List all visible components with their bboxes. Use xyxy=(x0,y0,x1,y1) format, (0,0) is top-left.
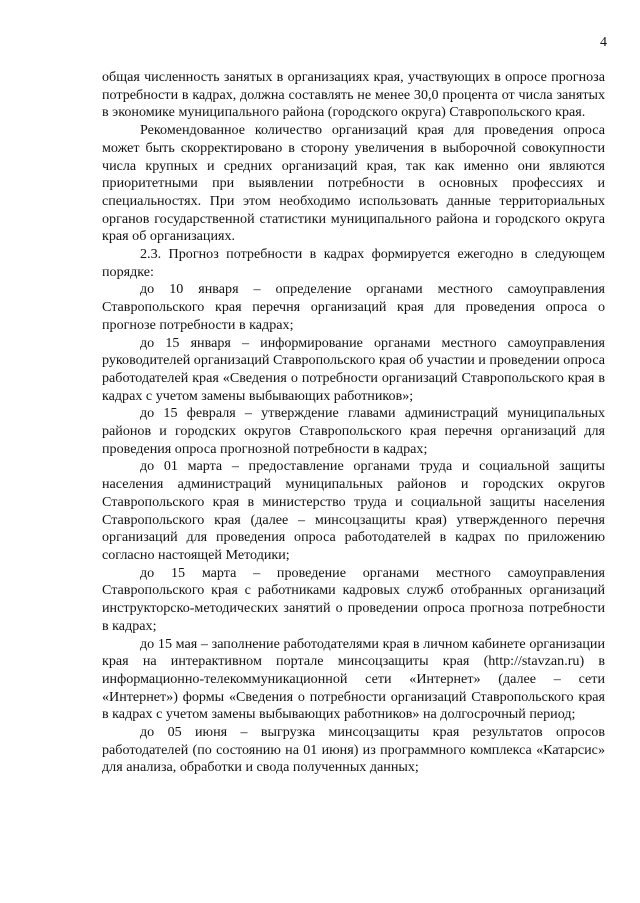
paragraph: до 10 января – определение органами местного самоуправления Ставропольского края перечня организаций края для проведения опроса о прогнозе потребности в кадрах; xyxy=(102,281,605,333)
paragraph: до 15 февраля – утверждение главами администраций муниципальных районов и городских округов Ставропольского края перечня организаций для проведения опроса прогнозной потребности в кадрах; xyxy=(102,405,605,457)
paragraph: до 15 мая – заполнение работодателями края в личном кабинете организации края на интерактивном портале минсоцзащиты края (http://stavzan.ru) в информационно-телекоммуникационной сети «Интернет» (далее – сети «Интернет») формы «Сведения о потребности организаций Ставропольского края в кадрах с учетом замены выбывающих работников» на долгосрочный период; xyxy=(102,635,605,723)
paragraph: до 05 июня – выгрузка минсоцзащиты края результатов опросов работодателей (по состоянию на 01 июня) из программного комплекса «Катарсис» для анализа, обработки и свода полученных данных; xyxy=(102,724,605,776)
paragraph: общая численность занятых в организациях края, участвующих в опросе прогноза потребности в кадрах, должна составлять не менее 30,0 процента от числа занятых в экономике муниципального района (городского округа) Ставропольского края. xyxy=(102,69,605,121)
paragraph: Рекомендованное количество организаций края для проведения опроса может быть скорректировано в сторону увеличения в выборочной совокупности числа крупных и средних организаций края, так как именно они являются приоритетными при выявлении потребности в основных профессиях и специальностях. При этом необходимо использовать данные территориальных органов государственной статистики муниципального района и городского округа края об организациях. xyxy=(102,122,605,245)
paragraph: до 15 марта – проведение органами местного самоуправления Ставропольского края с работниками кадровых служб отобранных организаций инструкторско-методических занятий о проведении опроса прогноза потребности в кадрах; xyxy=(102,564,605,634)
document-body xyxy=(102,69,605,777)
paragraph: до 01 марта – предоставление органами труда и социальной защиты населения администраций муниципальных районов и городских округов Ставропольского края в министерство труда и социальной защиты населения Ставропольского края (далее – минсоцзащиты края) утвержденного перечня организаций для проведения опроса работодателей в кадрах по приложению согласно настоящей Методики; xyxy=(102,458,605,563)
paragraph: до 15 января – информирование органами местного самоуправления руководителей организаций Ставропольского края об участии и проведении опроса работодателей края «Сведения о потребности организаций Ставропольского края в кадрах с учетом замены выбывающих работников»; xyxy=(102,334,605,404)
paragraph: 2.3. Прогноз потребности в кадрах формируется ежегодно в следующем порядке: xyxy=(102,246,605,280)
page-number: 4 xyxy=(600,35,607,50)
